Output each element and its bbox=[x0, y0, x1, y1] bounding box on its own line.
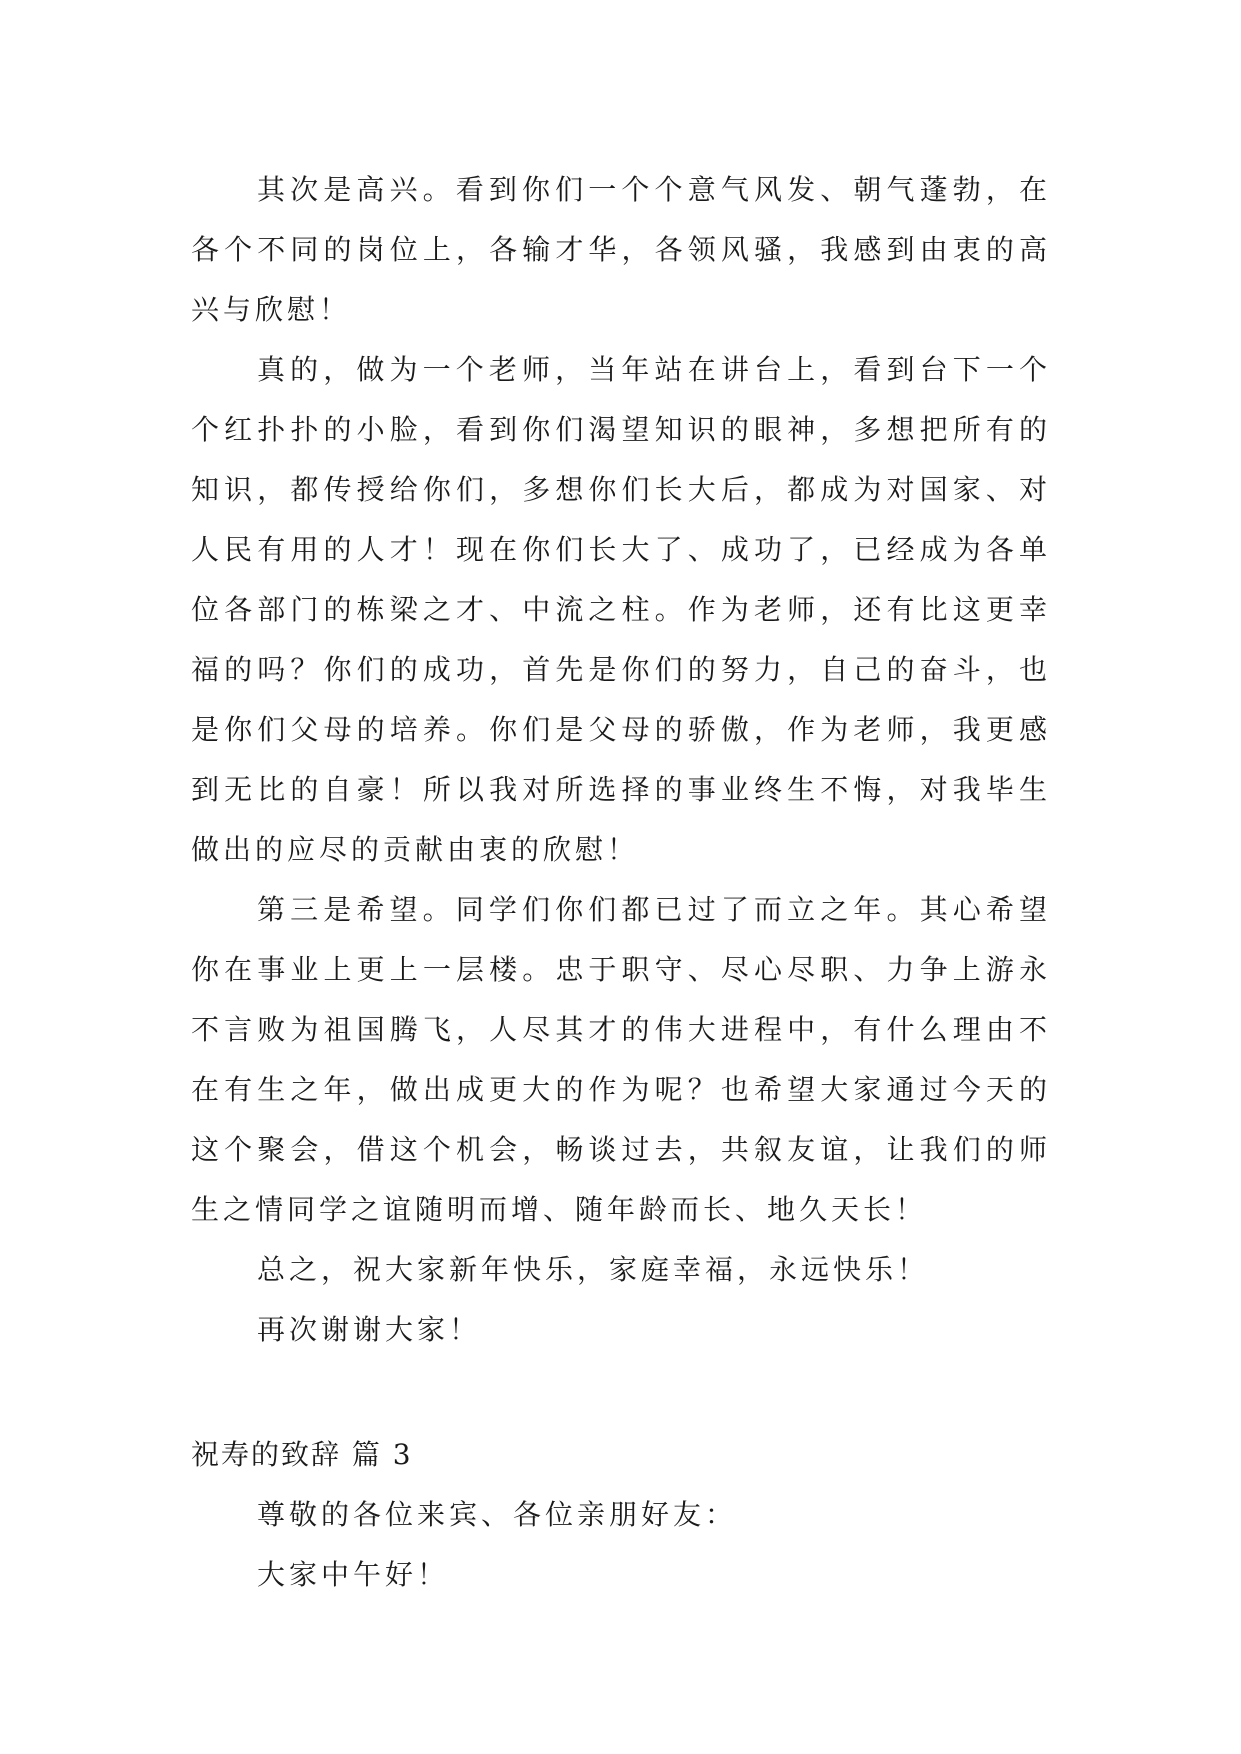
section-heading: 祝寿的致辞 篇 3 bbox=[191, 1438, 413, 1471]
greeting: 大家中午好！ bbox=[257, 1558, 450, 1591]
paragraph-happiness: 其次是高兴。看到你们一个个意气风发、朝气蓬勃，在各个不同的岗位上，各输才华，各领风骚，我感到由衷的高兴与欣慰！ bbox=[191, 173, 1051, 326]
paragraph-wishes: 总之，祝大家新年快乐，家庭幸福，永远快乐！ bbox=[257, 1253, 930, 1286]
salutation: 尊敬的各位来宾、各位亲朋好友： bbox=[257, 1498, 738, 1531]
paragraph-teacher: 真的，做为一个老师，当年站在讲台上，看到台下一个个红扑扑的小脸，看到你们渴望知识的眼神，多想把所有的知识，都传授给你们，多想你们长大后，都成为对国家、对人民有用的人才！现在你们长大了、成功了，已经成为各单位各部门的栋梁之才、中流之柱。作为老师，还有比这更幸福的吗？你们的成功，首先是你们的努力，自己的奋斗，也是你们父母的培养。你们是父母的骄傲，作为老师，我更感到无比的自豪！所以我对所选择的事业终生不悔，对我毕生做出的应尽的贡献由衷的欣慰！ bbox=[191, 353, 1051, 866]
document-page bbox=[191, 160, 1051, 1605]
paragraph-hope: 第三是希望。同学们你们都已过了而立之年。其心希望你在事业上更上一层楼。忠于职守、尽心尽职、力争上游永不言败为祖国腾飞，人尽其才的伟大进程中，有什么理由不在有生之年，做出成更大的作为呢？也希望大家通过今天的这个聚会，借这个机会，畅谈过去，共叙友谊，让我们的师生之情同学之谊随明而增、随年龄而长、地久天长！ bbox=[191, 893, 1051, 1226]
paragraph-thanks: 再次谢谢大家！ bbox=[257, 1313, 482, 1346]
